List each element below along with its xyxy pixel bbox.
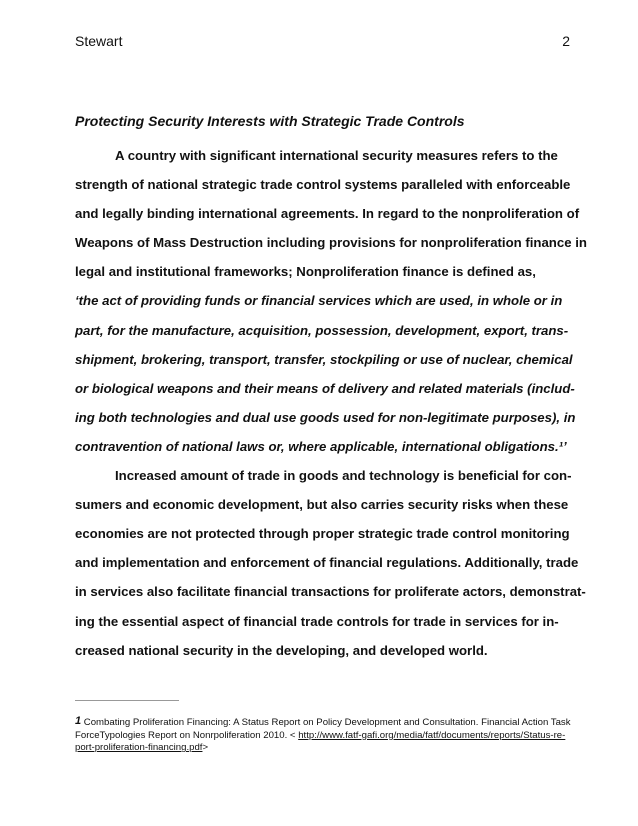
body-line: strength of national strategic trade control systems paralleled with enforceable xyxy=(75,177,571,193)
quote-line: shipment, brokering, transport, transfer, stockpiling or use of nuclear, chemical xyxy=(75,351,573,367)
footnote-link[interactable]: port-proliferation-financing.pdf xyxy=(75,742,203,754)
body-line: and legally binding international agreements. In regard to the nonproliferation of xyxy=(75,206,580,222)
body-line: creased national security in the developing, and developed world. xyxy=(75,642,488,658)
body-line: legal and institutional frameworks; Nonproliferation finance is defined as, xyxy=(75,264,536,280)
section-heading: Protecting Security Interests with Strategic Trade Controls xyxy=(75,113,465,129)
body-line: A country with significant international security measures refers to the xyxy=(115,148,558,163)
quote-line: ‘the act of providing funds or financial services which are used, in whole or in xyxy=(75,293,563,309)
footnote-text: Combating Proliferation Financing: A Status Report on Policy Development and Consultation. Financial Action Task xyxy=(83,717,571,728)
footnote xyxy=(75,715,571,755)
body-line: Increased amount of trade in goods and technology is beneficial for con- xyxy=(115,468,572,484)
body-line: economies are not protected through proper strategic trade control monitoring xyxy=(75,526,570,542)
header-author: Stewart xyxy=(75,33,123,49)
footnote-text: ForceTypologies Report on Nonrpoliferation 2010. < xyxy=(75,729,299,741)
footnote-text: > xyxy=(202,742,209,754)
footnote-line xyxy=(75,730,565,743)
body-line: Weapons of Mass Destruction including provisions for nonproliferation finance in xyxy=(75,235,587,251)
quote-line: part, for the manufacture, acquisition, possession, development, export, trans- xyxy=(75,322,569,338)
body-line: sumers and economic development, but also carries security risks when these xyxy=(75,497,569,513)
quote-line: contravention of national laws or, where applicable, international obligations.¹’ xyxy=(75,438,567,454)
page-number: 2 xyxy=(562,33,570,49)
quote-line: ing both technologies and dual use goods used for non-legitimate purposes), in xyxy=(75,409,576,425)
footnote-link[interactable]: http://www.fatf-gafi.org/media/fatf/documents/reports/Status-re- xyxy=(298,729,566,741)
body-line: and implementation and enforcement of financial regulations. Additionally, trade xyxy=(75,555,579,571)
footnote-line xyxy=(75,715,571,730)
footnote-line xyxy=(75,742,565,755)
footnote-divider xyxy=(75,700,179,701)
footnote-marker: 1 xyxy=(75,715,82,727)
quote-line: or biological weapons and their means of delivery and related materials (includ- xyxy=(75,380,575,396)
body-line: ing the essential aspect of financial trade controls for trade in services for in- xyxy=(75,613,559,629)
body-text xyxy=(75,141,587,665)
body-line: in services also facilitate financial transactions for proliferate actors, demonstrat- xyxy=(75,584,586,600)
